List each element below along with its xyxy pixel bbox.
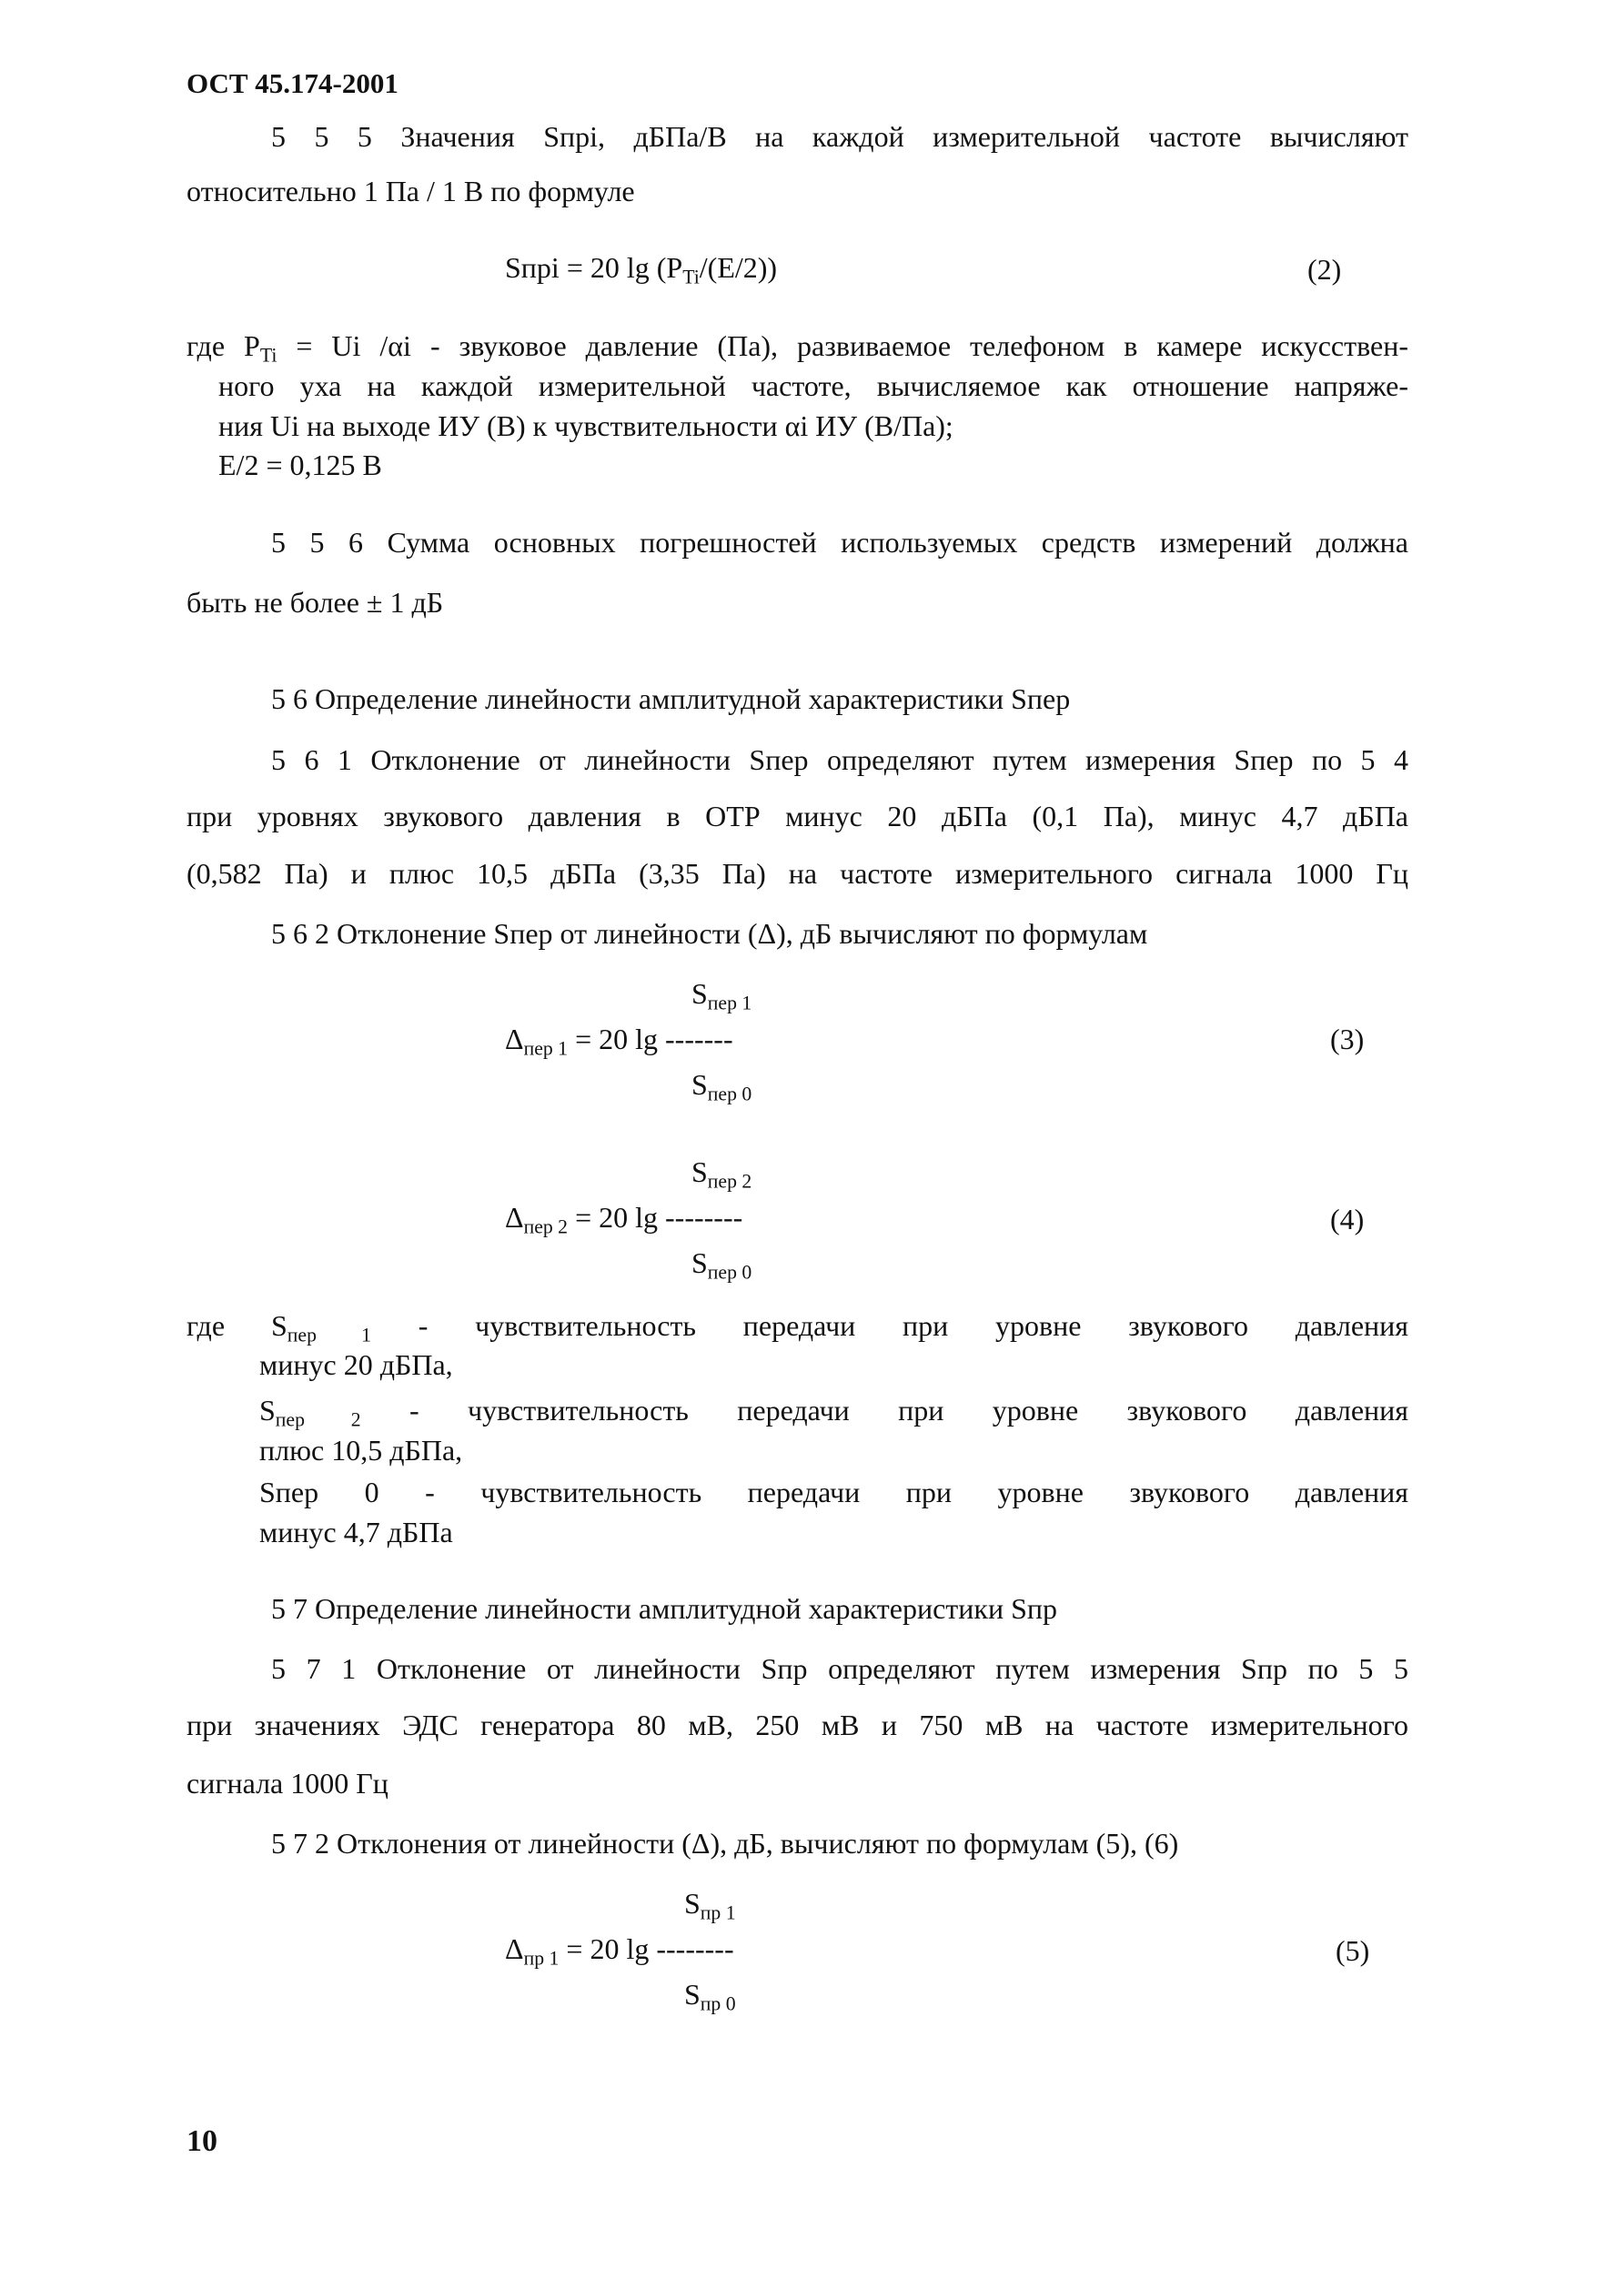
formula-3-number: (3) [1330, 1023, 1365, 1055]
paragraph-556-line2: быть не более ± 1 дБ [187, 586, 444, 619]
formula-3-denominator: $S_{пер 0}$ [691, 1068, 752, 1105]
formula-3-main: $\Delta_{пер 1} = 20$ lg ------- [505, 1023, 733, 1060]
where-2-line2: ного уха на каждой измерительной частоте, вычисляемое как отношение напряже- [218, 369, 1408, 402]
page-number: 10 [187, 2124, 217, 2158]
paragraph-561-line3: (0,582 Па) и плюс 10,5 дБПа (3,35 Па) на частоте измерительного сигнала 1000 Гц [187, 857, 1408, 890]
formula-2-main: Sпрi = 20 lg (P [505, 251, 683, 284]
where-2-line1: где $P_{Ti} = Ui$ /αi - звуковое давление (Па), развиваемое телефоном в камере искусствен- [187, 329, 1409, 367]
formula-4-number: (4) [1330, 1203, 1365, 1235]
paragraph-571-line3: сигнала 1000 Гц [187, 1767, 388, 1800]
where-34-def1: $S_{пер 1}$ - чувствительность передачи при уровне звукового давления [271, 1309, 1409, 1346]
formula-4-numerator: $S_{пер 2}$ [691, 1155, 752, 1193]
formula-2 [505, 249, 777, 296]
where-34-def3-cont: минус 4,7 дБПа [259, 1516, 453, 1548]
section-57-heading: 5 7 Определение линейности амплитудной характеристики Sпр [271, 1592, 1057, 1625]
formula-2-number: (2) [1307, 253, 1342, 286]
paragraph-562-line1: 5 6 2 Отклонение Sпер от линейности (Δ), дБ вычисляют по формулам [271, 917, 1148, 950]
paragraph-571-line1: 5 7 1 Отклонение от линейности Sпр определяют путем измерения Sпр по 5 5 [271, 1652, 1408, 1685]
where-34-def2: $S_{пер 2}$ - чувствительность передачи при уровне звукового давления [259, 1394, 1409, 1431]
section-56-heading: 5 6 Определение линейности амплитудной характеристики Sпер [271, 682, 1071, 715]
paragraph-555-line2: относительно 1 Па / 1 В по формуле [187, 175, 635, 207]
where-2-line4: E/2 = 0,125 В [218, 449, 382, 481]
where-34-def2-cont: плюс 10,5 дБПа, [259, 1434, 463, 1467]
formula-2-tail: /(E/2)) [699, 251, 778, 284]
formula-4-main: $\Delta_{пер 2} = 20$ lg -------- [505, 1201, 743, 1238]
paragraph-561-line2: при уровнях звукового давления в ОТР минус 20 дБПа (0,1 Па), минус 4,7 дБПа [187, 800, 1408, 832]
where-2-line3: ния Ui на выходе ИУ (В) к чувствительности αi ИУ (В/Па); [218, 409, 953, 442]
where-34-intro: где [187, 1309, 226, 1342]
paragraph-556-line1: 5 5 6 Сумма основных погрешностей используемых средств измерений должна [271, 526, 1408, 559]
formula-5-main: $\Delta_{пр 1} = 20$ lg -------- [505, 1932, 734, 1970]
formula-4-denominator: $S_{пер 0}$ [691, 1246, 752, 1284]
formula-5-numerator: $S_{пр 1}$ [684, 1887, 736, 1924]
formula-3-numerator: $S_{пер 1}$ [691, 977, 752, 1014]
document-code: ОСТ 45.174-2001 [187, 67, 398, 99]
where-34-def3: Sпер 0 - чувствительность передачи при уровне звукового давления [259, 1476, 1408, 1508]
formula-5-number: (5) [1336, 1934, 1370, 1967]
formula-5-denominator: $S_{пр 0}$ [684, 1978, 736, 2015]
paragraph-555-line1: 5 5 5 Значения Sпрi, дБПа/В на каждой измерительной частоте вычисляют [271, 120, 1408, 153]
paragraph-572-line1: 5 7 2 Отклонения от линейности (Δ), дБ, вычисляют по формулам (5), (6) [271, 1827, 1179, 1860]
formula-2-sub: Ti [682, 266, 700, 288]
paragraph-571-line2: при значениях ЭДС генератора 80 мВ, 250 мВ и 750 мВ на частоте измерительного [187, 1709, 1408, 1741]
where-34-def1-cont: минус 20 дБПа, [259, 1348, 453, 1381]
paragraph-561-line1: 5 6 1 Отклонение от линейности Sпер определяют путем измерения Sпер по 5 4 [271, 743, 1408, 776]
